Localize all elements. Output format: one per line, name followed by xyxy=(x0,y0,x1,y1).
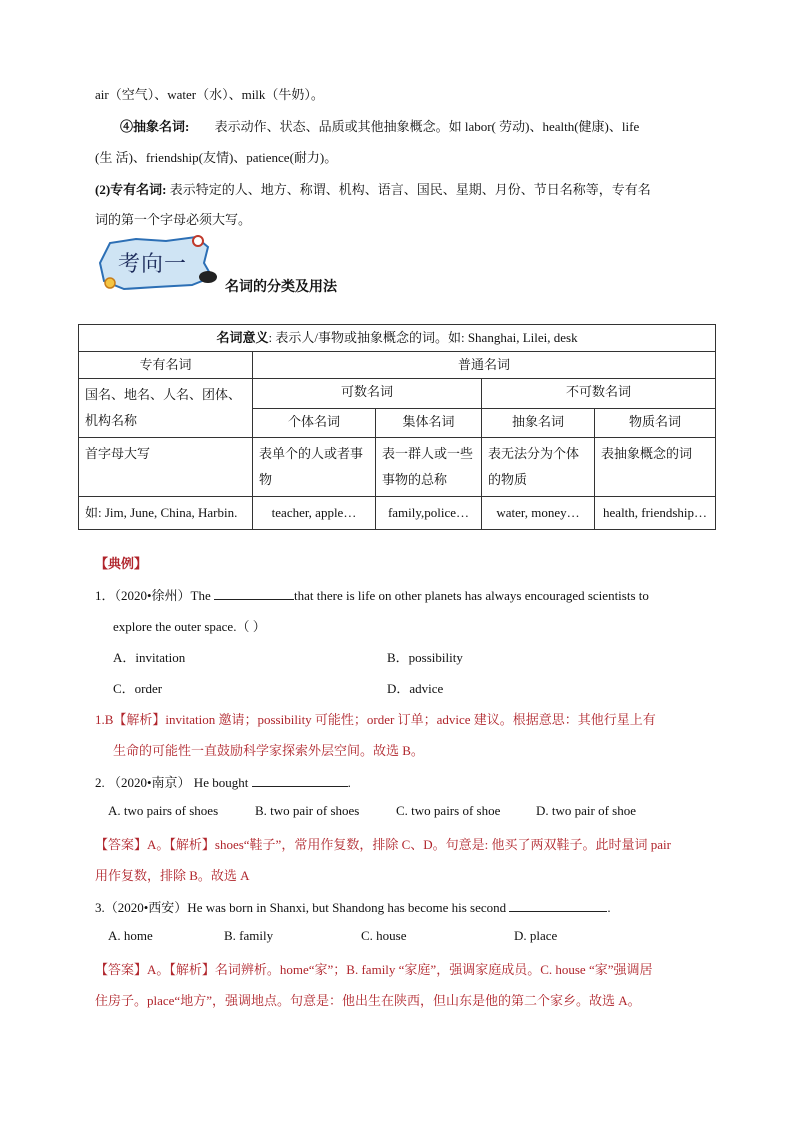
meaning-label: 名词意义 xyxy=(216,330,269,345)
banner-dot-icon xyxy=(105,278,115,288)
abstract-noun-line2: (生 活)、friendship(友情)、patience(耐力)。 xyxy=(95,150,338,165)
table-cell: 如: Jim, June, China, Harbin. xyxy=(79,497,253,530)
q2-option-c: C. two pairs of shoe xyxy=(396,803,501,818)
table-cell: 表无法分为个体的物质 xyxy=(482,438,595,497)
banner-dot-icon xyxy=(199,271,217,283)
abstract-noun-text: 表示动作、状态、品质或其他抽象概念。如 labor( 劳动)、health(健康)、life xyxy=(214,119,640,134)
proper-noun-header: 专有名词 xyxy=(79,352,253,379)
abstract-noun-line1 xyxy=(120,116,639,135)
q3-prefix: 3.（2020•西安）He was born in Shanxi, but Shandong has become his second xyxy=(95,900,510,915)
examples-heading: 【典例】 xyxy=(95,556,148,571)
q1-blank xyxy=(214,587,294,600)
q2-prefix: 2. （2020•南京） He bought xyxy=(95,775,252,790)
proper-noun-text: 表示特定的人、地方、称谓、机构、语言、国民、星期、月份、节日名称等，专有名 xyxy=(166,182,651,197)
q2-option-b: B. two pair of shoes xyxy=(255,803,360,818)
individual-header: 个体名词 xyxy=(253,408,376,438)
q1-option-b: B．possibility xyxy=(387,650,463,665)
q1-option-d: D．advice xyxy=(387,681,444,696)
abstract-header: 抽象名词 xyxy=(482,408,595,438)
q3-answer-line1: 【答案】A。【解析】名词辨析。home“家”；B. family “家庭”，强调家庭成员。C. house “家”强调居 xyxy=(95,962,653,977)
q3-option-a: A. home xyxy=(108,928,153,943)
proper-scope-cell: 国名、地名、人名、团体、机构名称 xyxy=(79,379,253,438)
q3-blank xyxy=(509,899,607,912)
table-cell: 首字母大写 xyxy=(79,438,253,497)
q2-blank xyxy=(252,774,348,787)
meaning-text: : 表示人/事物或抽象概念的词。如: Shanghai, Lilei, desk xyxy=(268,330,578,345)
q2-stem xyxy=(95,772,351,791)
q3-answer-line2: 住房子。place“地方”，强调地点。句意是：他出生在陕西，但山东是他的第二个家乡。故选 A。 xyxy=(95,993,641,1008)
banner-dot-icon xyxy=(193,236,203,246)
table-cell: water, money… xyxy=(482,497,595,530)
table-row xyxy=(79,497,716,530)
q2-option-a: A. two pairs of shoes xyxy=(108,803,219,818)
noun-classification-table xyxy=(78,324,716,530)
proper-noun-label: (2)专有名词: xyxy=(95,182,167,197)
proper-noun-line1 xyxy=(95,179,651,198)
table-row xyxy=(79,438,716,497)
collective-header: 集体名词 xyxy=(376,408,482,438)
q2-answer-line2: 用作复数，排除 B。故选 A xyxy=(95,868,250,883)
banner-badge-text: 考向一 xyxy=(118,252,188,277)
material-header: 物质名词 xyxy=(595,408,716,438)
q1-prefix: 1．（2020•徐州）The xyxy=(95,588,215,603)
q1-option-c: C．order xyxy=(113,681,163,696)
q2-suffix: . xyxy=(347,775,351,790)
q2-answer-line1: 【答案】A。【解析】shoes“鞋子”，常用作复数，排除 C、D。句意是: 他买了两双鞋子。此时量词 pair xyxy=(95,837,671,852)
table-cell: 表单个的人或者事物 xyxy=(253,438,376,497)
q3-option-b: B. family xyxy=(224,928,274,943)
table-row xyxy=(79,325,716,352)
q1-option-a: A．invitation xyxy=(113,650,186,665)
table-cell: teacher, apple… xyxy=(253,497,376,530)
section-title: 名词的分类及用法 xyxy=(225,279,337,295)
q1-answer-line1: 1.B【解析】invitation 邀请；possibility 可能性；order 订单；advice 建议。根据意思：其他行星上有 xyxy=(95,712,656,727)
intro-line: air（空气）、water（水）、milk（牛奶）。 xyxy=(95,87,324,102)
table-cell: 表抽象概念的词 xyxy=(595,438,716,497)
common-noun-header: 普通名词 xyxy=(253,352,716,379)
q1-answer-line2: 生命的可能性一直鼓励科学家探索外层空间。故选 B。 xyxy=(113,743,424,758)
proper-noun-line2: 词的第一个字母必须大写。 xyxy=(95,212,252,227)
uncountable-header: 不可数名词 xyxy=(482,379,716,409)
q3-option-d: D. place xyxy=(514,928,558,943)
q1-stem xyxy=(95,585,649,604)
q1-suffix: that there is life on other planets has always encouraged scientists to xyxy=(294,588,649,603)
table-cell: health, friendship… xyxy=(595,497,716,530)
q3-stem xyxy=(95,897,611,916)
q1-line2: explore the outer space.（ ） xyxy=(113,619,266,634)
table-cell: family,police… xyxy=(376,497,482,530)
q3-suffix: . xyxy=(607,900,611,915)
q2-option-d: D. two pair of shoe xyxy=(536,803,637,818)
countable-header: 可数名词 xyxy=(253,379,482,409)
table-cell: 表一群人或一些事物的总称 xyxy=(376,438,482,497)
abstract-noun-label: ④抽象名词: xyxy=(120,119,190,134)
q3-option-c: C. house xyxy=(361,928,407,943)
